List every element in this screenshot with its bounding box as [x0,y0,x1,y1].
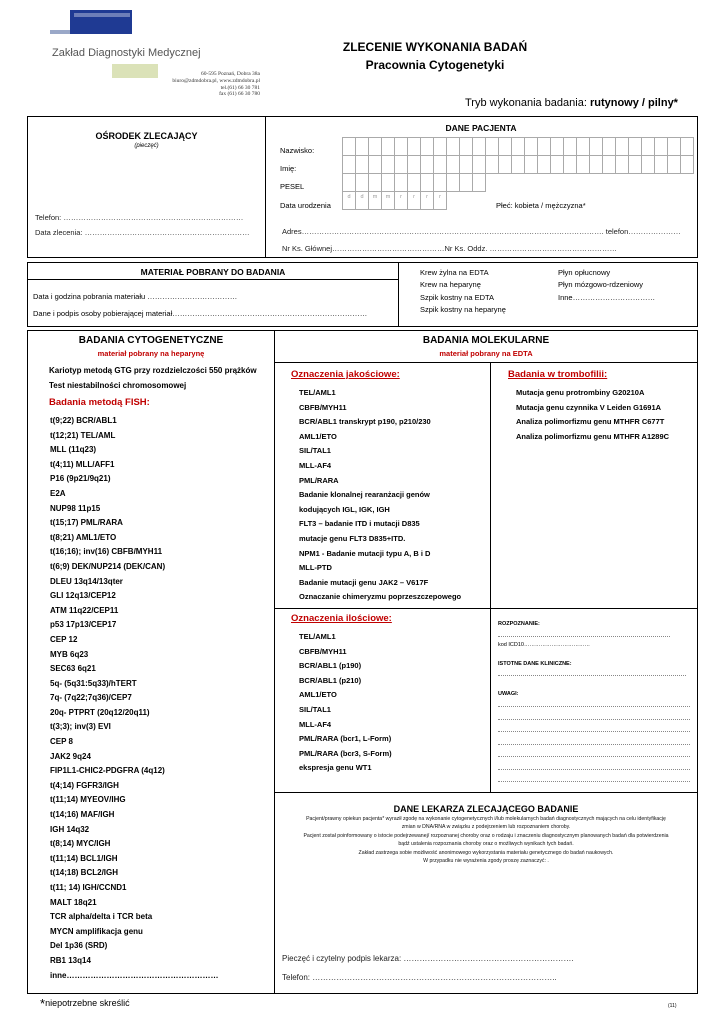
fish-test-item[interactable]: GLI 12q13/CEP12 [50,591,116,601]
qual-test-item[interactable]: Oznaczanie chimeryzmu poprzeszczepowego [299,592,462,602]
patient-grid-cell[interactable] [615,137,629,156]
page-subtitle: Pracownia Cytogenetyki [365,58,505,72]
qual-test-item[interactable]: Badanie mutacji genu JAK2 – V617F [299,577,429,587]
fish-test-item[interactable]: t(6;9) DEK/NUP214 (DEK/CAN) [50,561,166,571]
patient-grid-cell[interactable] [342,155,356,174]
patient-grid-cell[interactable] [472,173,486,192]
patient-grid-cell[interactable] [355,155,369,174]
patient-grid-cell[interactable] [576,137,590,156]
fish-test-item[interactable]: IGH 14q32 [50,824,90,834]
fish-test-item[interactable]: E2A [50,488,66,498]
qual-test-item[interactable]: Badanie klonalnej rearanżacji genów [299,490,430,500]
fish-test-item[interactable]: MALT 18q21 [50,897,97,907]
fish-test-item[interactable]: JAK2 9q24 [50,751,91,761]
patient-grid-cell[interactable] [537,137,551,156]
patient-grid-cell[interactable] [511,155,525,174]
thromb-title: Badania w trombofilii: [508,369,608,380]
patient-grid-cell[interactable] [641,155,655,174]
footer-star: * [40,996,46,1011]
material-person[interactable]: Dane i podpis osoby pobierającej materiał…………………………………………………………………… [33,309,368,318]
footer-note-text: niepotrzebne skreślić [45,998,130,1008]
clinical-label: ISTOTNE DANE KLINICZNE: [498,661,572,667]
consent-refusal-checkbox[interactable]: W przypadku nie wyrażenia zgody proszę zaznaczyć: . [423,858,549,865]
qual-test-item[interactable]: CBFB/MYH11 [299,402,347,412]
qual-title: Oznaczenia jakościowe: [291,369,400,380]
quant-test-item[interactable]: PML/RARA (bcr1, L-Form) [299,734,392,744]
patient-pesel-label: PESEL [280,182,305,191]
material-type-option[interactable]: Płyn opłucnowy [558,268,611,277]
qual-test-item[interactable]: MLL-PTD [299,563,332,573]
fish-test-item[interactable]: 5q- (5q31:5q33)/hTERT [50,678,137,688]
qual-test-item[interactable]: AML1/ETO [299,431,337,441]
patient-grid-cell[interactable] [420,155,434,174]
fish-test-item[interactable]: t(16;16); inv(16) CBFB/MYH11 [50,547,163,557]
material-title: MATERIAŁ POBRANY DO BADANIA [140,267,286,277]
remarks-line[interactable] [498,731,690,732]
birth-date-cell[interactable]: d [342,191,356,210]
patient-records[interactable]: Nr Ks. Głównej………………………………………Nr Ks. Oddz. …………………………………………… [282,244,618,253]
thromb-test-item[interactable]: Analiza polimorfizmu genu MTHFR A1289C [516,431,670,441]
order-stamp-label: (pieczęć) [134,143,159,149]
fish-test-item[interactable]: p53 17p13/CEP17 [50,620,117,630]
quant-test-item[interactable]: CBFB/MYH11 [299,646,347,656]
patient-grid-cell[interactable] [628,155,642,174]
patient-grid-cell[interactable] [433,137,447,156]
thromb-list [516,386,669,444]
patient-grid-cell[interactable] [680,155,694,174]
fish-test-item[interactable]: inne………………………………………………… [50,970,219,980]
patient-grid-cell[interactable] [641,137,655,156]
remarks-line[interactable] [498,781,690,782]
fish-list [50,414,218,983]
patient-grid-cell[interactable] [485,155,499,174]
patient-grid-cell[interactable] [433,155,447,174]
patient-grid-cell[interactable] [381,173,395,192]
fish-test-item[interactable]: TCR alpha/delta i TCR beta [50,912,153,922]
material-type-option[interactable]: Szpik kostny na EDTA [420,292,495,302]
material-type-option[interactable]: Płyn mózgowo-rdzeniowy [558,280,644,290]
qual-test-item[interactable]: PML/RARA [299,475,339,485]
patient-grid-cell[interactable] [550,137,564,156]
birth-date-cell[interactable]: m [381,191,395,210]
patient-grid-cell[interactable] [394,155,408,174]
patient-grid-cell[interactable] [667,155,681,174]
quant-test-item[interactable]: AML1/ETO [299,690,337,700]
fish-test-item[interactable]: RB1 13q14 [50,955,91,965]
patient-grid-cell[interactable] [459,173,473,192]
fish-test-item[interactable]: CEP 8 [50,737,73,747]
patient-grid-cell[interactable] [667,137,681,156]
patient-grid-cell[interactable] [485,137,499,156]
fish-test-item[interactable]: MYCN amplifikacja genu [50,926,143,936]
remarks-line[interactable] [498,706,690,707]
patient-grid-cell[interactable] [407,155,421,174]
patient-grid-cell[interactable] [498,137,512,156]
patient-grid-cell[interactable] [342,137,356,156]
fish-test-item[interactable]: DLEU 13q14/13qter [50,576,123,586]
fish-test-item[interactable]: t(9;22) BCR/ABL1 [50,416,117,425]
patient-grid-cell[interactable] [407,137,421,156]
doctor-signature[interactable]: Pieczęć i czytelny podpis lekarza: ………………………………………………………. [282,954,574,963]
quant-test-item[interactable]: BCR/ABL1 (p190) [299,661,362,671]
patient-surname-label: Nazwisko: [280,146,315,155]
qual-test-item[interactable]: kodujących IGL, IGK, IGH [299,504,390,514]
patient-grid-cell[interactable] [602,155,616,174]
patient-grid-cell[interactable] [615,155,629,174]
qual-test-item[interactable]: BCR/ABL1 transkrypt p190, p210/230 [299,417,431,427]
mode-label: Tryb wykonania badania: [465,97,587,109]
patient-grid-cell[interactable] [654,155,668,174]
patient-grid-cell[interactable] [394,173,408,192]
birth-date-cell[interactable]: r [407,191,421,210]
birth-date-cell[interactable]: d [355,191,369,210]
page-title: ZLECENIE WYKONANIA BADAŃ [342,40,528,54]
patient-grid-cell[interactable] [368,173,382,192]
patient-grid-cell[interactable] [589,137,603,156]
patient-sex[interactable]: Płeć: kobieta / mężczyzna* [496,201,586,210]
patient-grid-cell[interactable] [446,155,460,174]
fish-test-item[interactable]: MLL (11q23) [50,445,97,455]
patient-name-label: Imię: [280,164,297,173]
fish-test-item[interactable]: P16 (9p21/9q21) [50,474,111,484]
fish-test-item[interactable]: NUP98 11p15 [50,503,101,513]
patient-grid-cell[interactable] [446,137,460,156]
logo [50,10,180,50]
quant-test-item[interactable]: PML/RARA (bcr3, S-Form) [299,748,392,758]
material-types-left [420,267,506,317]
material-type-option[interactable]: Krew żylna na EDTA [420,268,489,277]
fish-test-item[interactable]: t(11; 14) IGH/CCND1 [50,883,127,892]
patient-grid-cell[interactable] [420,137,434,156]
material-types-right [558,267,655,304]
quant-test-item[interactable]: SIL/TAL1 [299,704,331,714]
patient-grid-cell[interactable] [602,137,616,156]
patient-grid-cell[interactable] [381,155,395,174]
patient-grid-cell[interactable] [472,137,486,156]
patient-grid-cell[interactable] [524,155,538,174]
fish-test-item[interactable]: t(4;11) MLL/AFF1 [50,459,115,469]
footer-note [40,996,130,1011]
consent-text: Pacjent/prawny opiekun pacjenta* wyraził zgodę na wykonanie cytogenetycznych i/lub molekularnych badań diagnostycznych mających na celu identyfikację zmian w DNA/RNA w związku z podejrzeniem lub rozpoznaniem choroby. Pacjent został poinformowany o istocie podejrzewanej/ rozpoznanej choroby oraz o rodzaju i znaczeniu diagnostycznym planowanych badań dla potwierdzenia bądź ustalenia rozpoznania choroby oraz o możliwych wynikach tych badań. Zakład zastrzega sobie możliwość anonimowego wykorzystania materiału genetycznego do badań naukowych. W przypadku nie wyrażenia zgody proszę zaznaczyć: . [278,815,694,865]
material-type-option[interactable]: Krew na heparynę [420,280,481,290]
fish-test-item[interactable]: 7q- (7q22;7q36)/CEP7 [50,693,132,703]
patient-grid-cell[interactable] [446,173,460,192]
patient-grid-cell[interactable] [654,137,668,156]
cyto-test-item[interactable]: Test niestabilności chromosomowej [49,380,187,390]
patient-grid-cell[interactable] [342,173,356,192]
patient-grid-cell[interactable] [511,137,525,156]
quant-title: Oznaczenia ilościowe: [291,613,392,624]
material-date[interactable]: Data i godzina pobrania materiału ……………………………… [33,292,238,301]
thromb-test-item[interactable]: Analiza polimorfizmu genu MTHFR C677T [516,417,665,427]
patient-grid-cell[interactable] [368,137,382,156]
remarks-line[interactable] [498,756,690,757]
patient-grid-cell[interactable] [381,137,395,156]
quant-test-item[interactable]: ekspresja genu WT1 [299,763,372,773]
birth-date-cell[interactable]: r [433,191,447,210]
patient-grid-cell[interactable] [355,173,369,192]
qual-list [299,386,461,605]
mode-value[interactable]: rutynowy / pilny* [589,97,678,109]
patient-grid-cell[interactable] [537,155,551,174]
fish-test-item[interactable]: t(11;14) BCL1/IGH [50,853,118,863]
remarks-line[interactable] [498,719,690,720]
cyto-subtitle: materiał pobrany na heparynę [97,349,205,358]
qual-test-item[interactable]: MLL-AF4 [299,460,332,470]
qual-test-item[interactable]: FLT3 – badanie ITD i mutacji D835 [299,519,420,529]
patient-grid-cell[interactable] [407,173,421,192]
order-date[interactable]: Data zlecenia: ………………………………………………………… [35,228,250,237]
patient-grid-cell[interactable] [680,137,694,156]
org-name: Zakład Diagnostyki Medycznej [52,47,201,59]
fish-test-item[interactable]: t(8;21) AML1/ETO [50,532,117,542]
patient-grid-cell[interactable] [394,137,408,156]
birth-date-cell[interactable]: r [394,191,408,210]
quant-test-item[interactable]: TEL/AML1 [299,632,336,641]
patient-grid-cell[interactable] [576,155,590,174]
org-address: 60-595 Poznań, Dobra 38a biuro@zdmdobra.pl, www.zdmdobra.pl tel.(61) 66 30 781 fax (61) 66 30 780 [172,71,260,98]
qual-test-item[interactable]: mutacje genu FLT3 D835+ITD. [299,533,406,543]
fish-test-item[interactable]: t(8;14) MYC/IGH [50,839,111,849]
fish-test-item[interactable]: SEC63 6q21 [50,664,96,674]
molecular-subtitle: materiał pobrany na EDTA [439,349,533,358]
molecular-title: BADANIA MOLEKULARNE [422,335,550,346]
patient-grid-cell[interactable] [524,137,538,156]
qual-test-item[interactable]: NPM1 - Badanie mutacji typu A, B i D [299,548,431,558]
fish-test-item[interactable]: t(14;16) MAF/IGH [50,810,115,820]
patient-grid-cell[interactable] [589,155,603,174]
patient-birth-label: Data urodzenia [280,201,331,210]
fish-test-item[interactable]: t(3;3); inv(3) EVI [50,722,111,732]
cyto-test-item[interactable]: Kariotyp metodą GTG przy rozdzielczości 550 prążków [49,366,257,375]
patient-grid[interactable] [342,137,694,211]
patient-grid-cell[interactable] [459,137,473,156]
qual-test-item[interactable]: TEL/AML1 [299,388,336,397]
fish-title: Badania metodą FISH: [49,397,150,408]
footer-version: (11) [668,1003,677,1009]
patient-grid-cell[interactable] [550,155,564,174]
remarks-line[interactable] [498,744,690,745]
quant-test-item[interactable]: MLL-AF4 [299,719,332,729]
patient-grid-cell[interactable] [628,137,642,156]
fish-test-item[interactable]: t(15;17) PML/RARA [50,518,123,528]
fish-test-item[interactable]: t(11;14) MYEOV/IHG [50,795,126,805]
fish-test-item[interactable]: t(4;14) FGFR3/IGH [50,780,119,790]
patient-grid-cell[interactable] [563,155,577,174]
quant-test-item[interactable]: BCR/ABL1 (p210) [299,675,362,685]
qual-test-item[interactable]: SIL/TAL1 [299,446,331,456]
patient-grid-cell[interactable] [368,155,382,174]
order-phone[interactable]: Telefon: ……………………………………………………………… [35,213,244,222]
doctor-title: DANE LEKARZA ZLECAJĄCEGO BADANIE [393,804,579,814]
patient-address[interactable]: Adres…………………………………………………………………………………………………………. telefon………………… [282,227,681,236]
material-type-option[interactable]: Inne…………………………… [558,292,656,302]
doctor-phone[interactable]: Telefon: ……………………………………………………………………………….. [282,973,557,982]
thromb-test-item[interactable]: Mutacja genu czynnika V Leiden G1691A [516,402,662,412]
patient-title: DANE PACJENTA [445,123,517,133]
birth-date-cell[interactable]: r [420,191,434,210]
fish-test-item[interactable]: CEP 12 [50,634,78,644]
fish-test-item[interactable]: ATM 11q22/CEP11 [50,605,119,615]
cyto-title: BADANIA CYTOGENETYCZNE [78,335,224,346]
patient-grid-cell[interactable] [355,137,369,156]
patient-grid-cell[interactable] [472,155,486,174]
quant-list [299,630,392,776]
fish-test-item[interactable]: t(12;21) TEL/AML [50,430,116,440]
material-type-option[interactable]: Szpik kostny na heparynę [420,305,506,315]
cyto-tests [49,364,257,393]
mode-row [465,97,678,109]
remarks-label: UWAGI: [498,691,519,697]
diagnosis-label: ROZPOZNANIE: [498,621,540,627]
thromb-test-item[interactable]: Mutacja genu protrombiny G20210A [516,388,645,397]
fish-test-item[interactable]: FIP1L1-CHIC2-PDGFRA (4q12) [50,766,165,776]
patient-grid-cell[interactable] [459,155,473,174]
fish-test-item[interactable]: t(14;18) BCL2/IGH [50,868,119,878]
patient-grid-cell[interactable] [433,173,447,192]
patient-grid-cell[interactable] [420,173,434,192]
order-center-title: OŚRODEK ZLECAJĄCY [95,131,198,141]
patient-grid-cell[interactable] [498,155,512,174]
fish-test-item[interactable]: 20q- PTPRT (20q12/20q11) [50,707,150,717]
icd-field[interactable]: kod ICD10……………………………… [498,642,590,648]
remarks-line[interactable] [498,769,690,770]
patient-grid-cell[interactable] [563,137,577,156]
birth-date-cell[interactable]: m [368,191,382,210]
fish-test-item[interactable]: MYB 6q23 [50,649,89,659]
fish-test-item[interactable]: Del 1p36 (SRD) [50,941,108,951]
